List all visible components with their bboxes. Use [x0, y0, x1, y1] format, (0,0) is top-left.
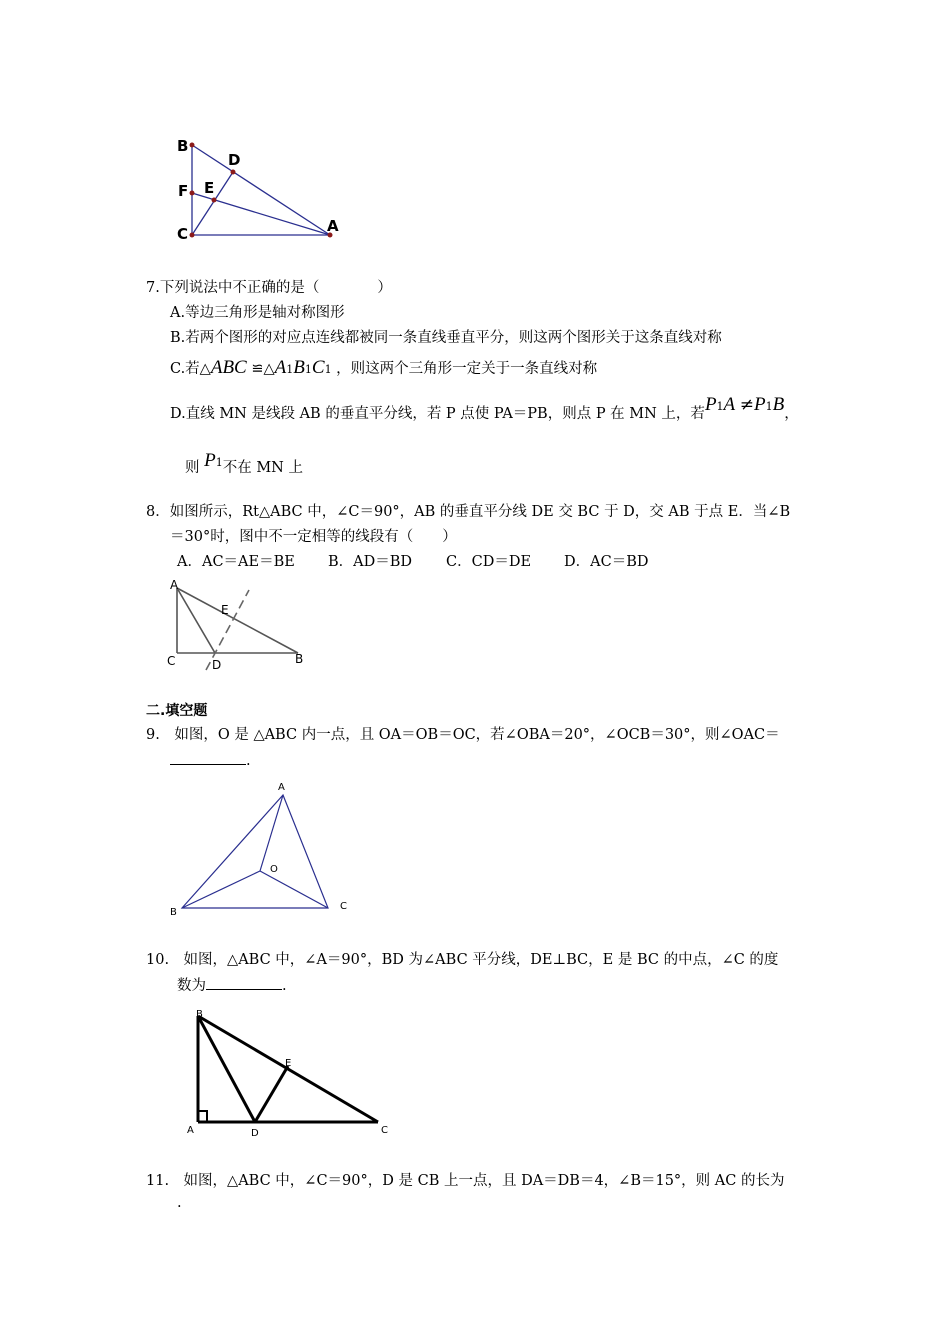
segment-oc	[260, 871, 328, 908]
label-a: A	[278, 782, 285, 793]
q7-option-d	[170, 394, 799, 425]
q7-d-comma: ，	[784, 406, 799, 422]
label-c: C	[177, 225, 189, 243]
segment-ob	[182, 871, 260, 908]
q7-c-suffix: ，则这两个三角形一定关于一条直线对称	[336, 361, 598, 377]
q7-d-p: P	[704, 394, 717, 415]
q7-c-sub: 1	[304, 363, 312, 376]
q7-d-b: B	[772, 394, 785, 415]
label-d: D	[251, 1128, 259, 1139]
q7-c-abc: ABC	[210, 357, 247, 378]
label-b: B	[295, 652, 304, 666]
label-e: E	[204, 179, 215, 197]
q7-e-sub: 1	[215, 456, 223, 469]
q7-c-b: B	[293, 357, 305, 378]
q7-d-neq: ≠	[739, 395, 755, 415]
point-f	[190, 191, 195, 196]
q10-line2-prefix: 数为	[177, 978, 206, 994]
q7-d-prefix: D.直线 MN 是线段 AB 的垂直平分线，若 P 点使 PA＝PB，则点 P 在 MN 上，若	[170, 406, 705, 422]
q7-d-sub: 1	[765, 400, 773, 413]
q8-option-c: C．CD＝DE	[446, 554, 532, 570]
label-a: A	[170, 578, 179, 592]
point-e	[212, 198, 217, 203]
q11-line1: 11. 如图，△ABC 中，∠C＝90°，D 是 CB 上一点，且 DA＝DB＝4，∠B＝15°，则 AC 的长为	[146, 1173, 785, 1189]
q10-line2-end: .	[282, 978, 287, 994]
q7-e-suffix: 不在 MN 上	[222, 460, 303, 476]
q10-line1: 10. 如图，△ABC 中，∠A＝90°，BD 为∠ABC 平分线，DE⊥BC，E 是 BC 的中点，∠C 的度	[146, 952, 779, 968]
q11-line2: .	[177, 1195, 182, 1211]
figure-q8	[165, 578, 315, 673]
q8-option-d: D．AC＝BD	[564, 554, 649, 570]
label-o: O	[270, 864, 278, 875]
q7-d-sub: 1	[716, 400, 724, 413]
label-b: B	[170, 907, 177, 918]
label-c: C	[381, 1125, 388, 1136]
q7-stem: 7.下列说法中不正确的是（ ）	[146, 280, 392, 296]
q7-c-congruent: ≌△	[251, 361, 275, 377]
q8-line1: 8．如图所示，Rt△ABC 中，∠C＝90°，AB 的垂直平分线 DE 交 BC 于 D，交 AB 于点 E．当∠B	[146, 504, 791, 520]
q7-c-a: A	[274, 357, 287, 378]
label-b: B	[196, 1009, 203, 1020]
q7-c-prefix: C.若△	[170, 361, 211, 377]
label-e: E	[285, 1058, 292, 1069]
q8-option-b: B．AD＝BD	[328, 554, 413, 570]
label-a: A	[187, 1125, 194, 1136]
segment-oa	[260, 795, 283, 871]
point-b	[190, 143, 195, 148]
section-fill-in-blank-title: 二.填空题	[146, 703, 208, 719]
label-d: D	[212, 658, 222, 672]
q9-answer-blank[interactable]	[170, 750, 246, 765]
q7-d-a: A	[723, 394, 736, 415]
q7-option-a: A.等边三角形是轴对称图形	[170, 305, 345, 321]
segment-de	[255, 1066, 288, 1122]
triangle-abc	[182, 795, 328, 908]
point-c	[190, 233, 195, 238]
q8-line2: ＝30°时，图中不一定相等的线段有（ ）	[170, 529, 457, 545]
q7-option-c	[170, 358, 597, 380]
q7-e-p: P	[204, 450, 216, 471]
label-c: C	[340, 901, 347, 912]
q7-d-p: P	[754, 394, 766, 415]
label-b: B	[177, 137, 189, 155]
q8-option-a: A．AC＝AE＝BE	[177, 554, 295, 570]
q10-answer-blank[interactable]	[206, 975, 282, 990]
q9-line1: 9. 如图，O 是 △ABC 内一点，且 OA＝OB＝OC，若∠OBA＝20°，∠OCB＝30°，则∠OAC＝	[146, 727, 780, 743]
figure-q10	[180, 1002, 400, 1142]
label-d: D	[228, 151, 241, 169]
q10-line2	[177, 975, 287, 996]
q7-c-sub: 1	[324, 363, 332, 376]
figure-q9	[165, 778, 365, 918]
label-c: C	[167, 654, 176, 668]
figure-triangle-bdfeca	[170, 135, 360, 245]
point-d	[231, 170, 236, 175]
q7-c-sub: 1	[286, 363, 294, 376]
q7-e-prefix: 则	[185, 460, 200, 476]
label-e: E	[221, 603, 229, 617]
q9-line2	[170, 750, 251, 771]
q9-line2-end: .	[246, 753, 251, 769]
q7-option-b: B.若两个图形的对应点连线都被同一条直线垂直平分，则这两个图形关于这条直线对称	[170, 330, 722, 346]
label-f: F	[178, 182, 189, 200]
q7-c-c: C	[311, 357, 325, 378]
label-a: A	[327, 217, 339, 235]
q7-option-d-cont	[185, 450, 303, 479]
